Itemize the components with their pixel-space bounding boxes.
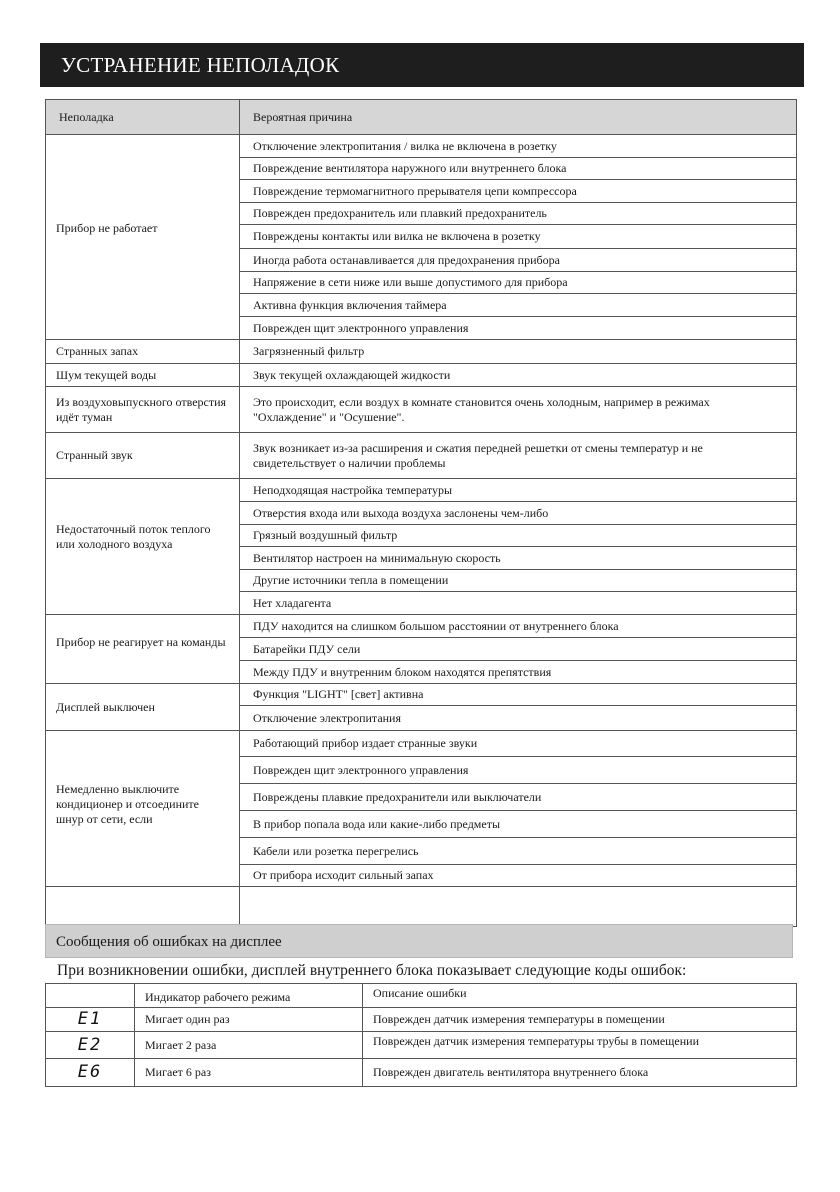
table-header-row <box>46 984 797 1008</box>
cause-cell: Неподходящая настройка температуры <box>240 479 797 502</box>
cause-cell: Отключение электропитания / вилка не включена в розетку <box>240 135 797 158</box>
cause-cell: Напряжение в сети ниже или выше допустимого для прибора <box>240 272 797 294</box>
table-row <box>46 387 797 433</box>
empty-cell <box>46 984 135 1008</box>
error-section-title: Сообщения об ошибках на дисплее <box>45 924 793 958</box>
table-row <box>46 1008 797 1032</box>
table-row <box>46 731 797 757</box>
table-row <box>46 364 797 387</box>
column-header-cause: Вероятная причина <box>240 100 797 135</box>
cause-cell: Активна функция включения таймера <box>240 294 797 317</box>
cause-cell: Звук возникает из-за расширения и сжатия передней решетки от смены температур и не свидетельствует о наличии проблемы <box>240 433 797 479</box>
empty-cell <box>46 887 240 927</box>
column-header-indicator: Индикатор рабочего режима <box>135 984 363 1008</box>
description-cell: Поврежден датчик измерения температуры трубы в помещении <box>363 1032 797 1059</box>
problem-cell: Странных запах <box>46 340 240 364</box>
indicator-cell: Мигает 6 раз <box>135 1059 363 1087</box>
cause-cell: Поврежден щит электронного управления <box>240 757 797 784</box>
problem-cell: Шум текущей воды <box>46 364 240 387</box>
table-row <box>46 433 797 479</box>
cause-cell: Работающий прибор издает странные звуки <box>240 731 797 757</box>
indicator-cell: Мигает один раз <box>135 1008 363 1032</box>
cause-cell: Вентилятор настроен на минимальную скорость <box>240 547 797 570</box>
cause-cell: Грязный воздушный фильтр <box>240 525 797 547</box>
table-row <box>46 615 797 638</box>
cause-cell: Загрязненный фильтр <box>240 340 797 364</box>
cause-cell: Звук текущей охлаждающей жидкости <box>240 364 797 387</box>
table-row <box>46 135 797 158</box>
cause-cell: Между ПДУ и внутренним блоком находятся препятствия <box>240 661 797 684</box>
problem-cell: Прибор не работает <box>46 135 240 340</box>
empty-cell <box>240 887 797 927</box>
description-cell: Поврежден двигатель вентилятора внутреннего блока <box>363 1059 797 1087</box>
indicator-cell: Мигает 2 раза <box>135 1032 363 1059</box>
error-code: E6 <box>46 1059 135 1087</box>
error-intro-text: При возникновении ошибки, дисплей внутреннего блока показывает следующие коды ошибок: <box>57 962 687 979</box>
table-row <box>46 684 797 706</box>
cause-cell: Отверстия входа или выхода воздуха заслонены чем-либо <box>240 502 797 525</box>
problem-cell: Из воздуховыпускного отверстия идёт туман <box>46 387 240 433</box>
problem-cell: Прибор не реагирует на команды <box>46 615 240 684</box>
problem-cell: Странный звук <box>46 433 240 479</box>
cause-cell: ПДУ находится на слишком большом расстоянии от внутреннего блока <box>240 615 797 638</box>
table-header-row <box>46 100 797 135</box>
cause-cell: Это происходит, если воздух в комнате становится очень холодным, например в режимах "Охлаждение" и "Осушение". <box>240 387 797 433</box>
cause-cell: Кабели или розетка перегрелись <box>240 838 797 865</box>
cause-cell: Отключение электропитания <box>240 706 797 731</box>
cause-cell: Батарейки ПДУ сели <box>240 638 797 661</box>
column-header-description: Описание ошибки <box>363 984 797 1008</box>
column-header-problem: Неполадка <box>46 100 240 135</box>
cause-cell: Функция "LIGHT" [свет] активна <box>240 684 797 706</box>
cause-cell: Повреждены контакты или вилка не включена в розетку <box>240 225 797 249</box>
cause-cell: Нет хладагента <box>240 592 797 615</box>
error-code: E1 <box>46 1008 135 1032</box>
empty-row <box>46 887 797 927</box>
error-codes-table <box>45 983 797 1087</box>
table-row <box>46 1032 797 1059</box>
cause-cell: Иногда работа останавливается для предохранения прибора <box>240 249 797 272</box>
table-row <box>46 1059 797 1087</box>
cause-cell: Другие источники тепла в помещении <box>240 570 797 592</box>
table-row <box>46 340 797 364</box>
page-title: УСТРАНЕНИЕ НЕПОЛАДОК <box>40 43 804 87</box>
cause-cell: Повреждены плавкие предохранители или выключатели <box>240 784 797 811</box>
cause-cell: Поврежден предохранитель или плавкий предохранитель <box>240 203 797 225</box>
problem-cell: Немедленно выключите кондиционер и отсоедините шнур от сети, если <box>46 731 240 887</box>
cause-cell: В прибор попала вода или какие-либо предметы <box>240 811 797 838</box>
error-code: E2 <box>46 1032 135 1059</box>
description-cell: Поврежден датчик измерения температуры в помещении <box>363 1008 797 1032</box>
problem-cell: Дисплей выключен <box>46 684 240 731</box>
cause-cell: Поврежден щит электронного управления <box>240 317 797 340</box>
table-row <box>46 479 797 502</box>
cause-cell: Повреждение вентилятора наружного или внутреннего блока <box>240 158 797 180</box>
cause-cell: Повреждение термомагнитного прерывателя цепи компрессора <box>240 180 797 203</box>
cause-cell: От прибора исходит сильный запах <box>240 865 797 887</box>
problem-cell: Недостаточный поток теплого или холодного воздуха <box>46 479 240 615</box>
troubleshooting-table <box>45 99 797 927</box>
